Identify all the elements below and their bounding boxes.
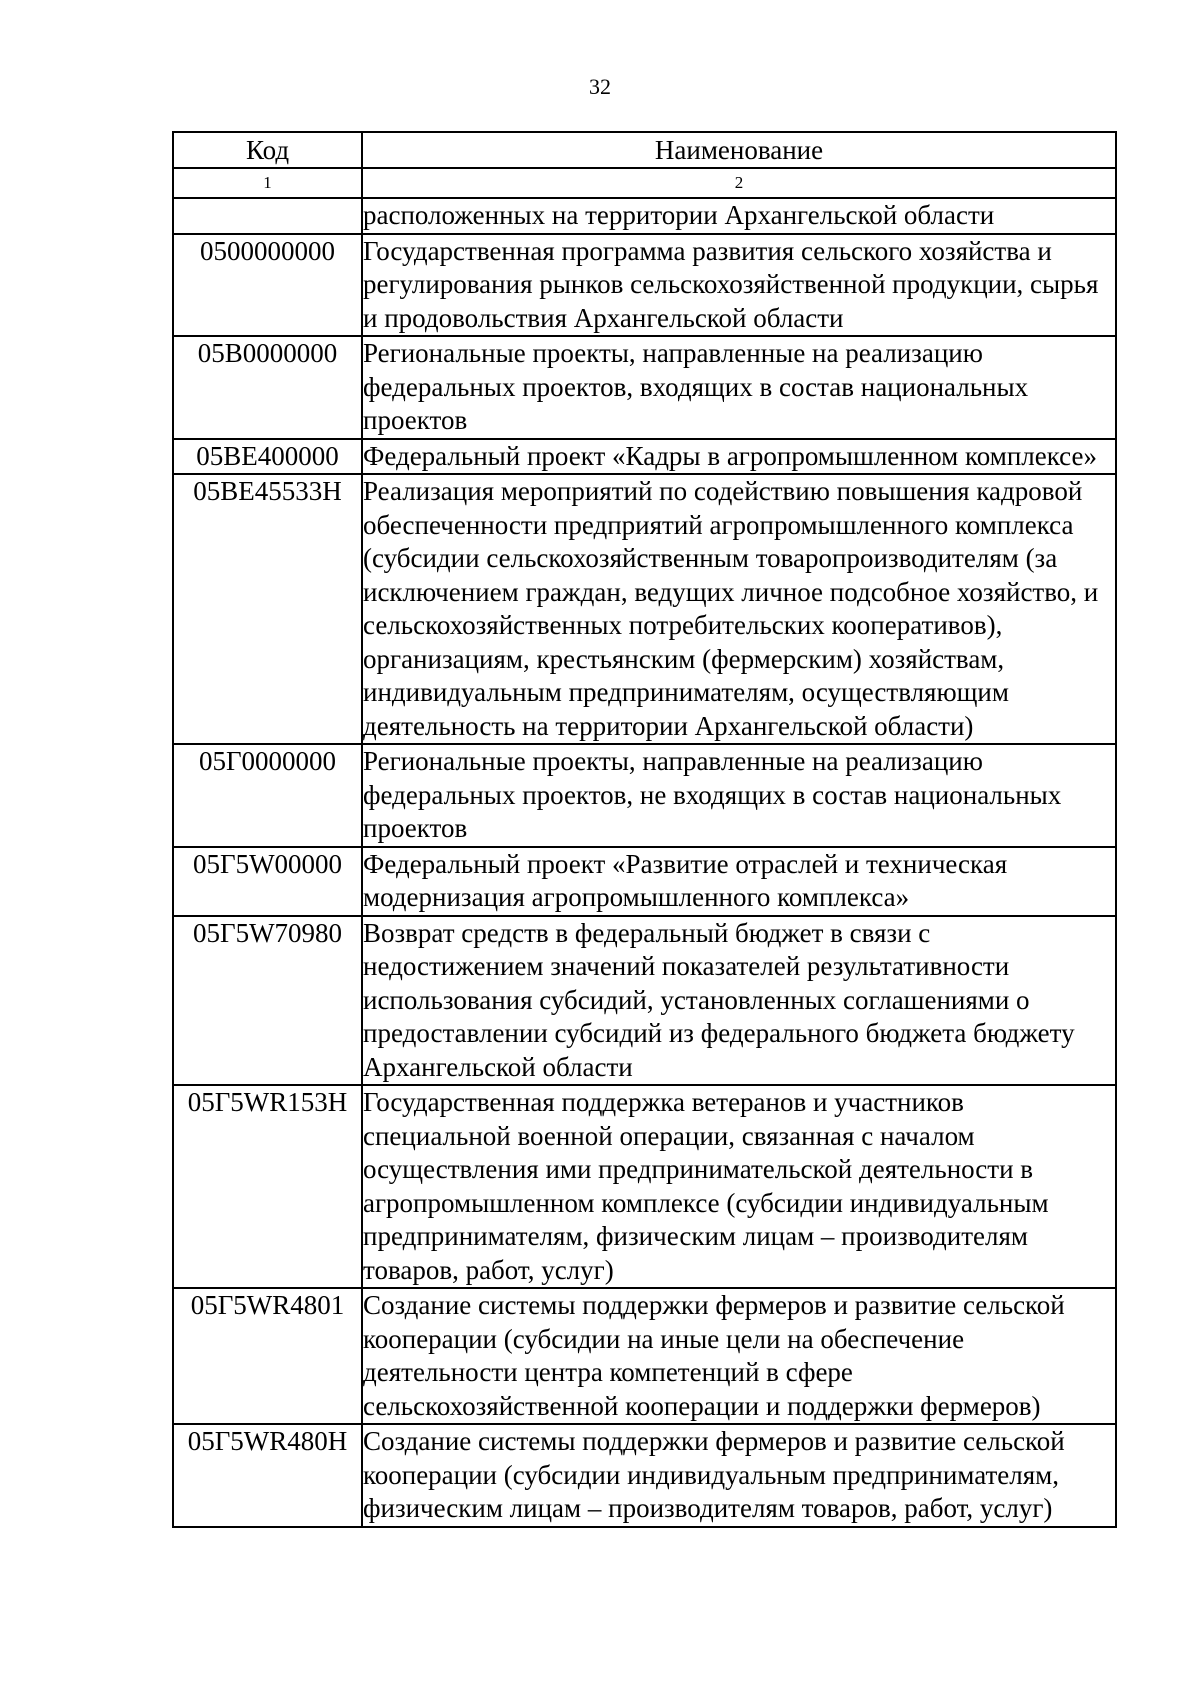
row-name: расположенных на территории Архангельской области: [362, 198, 1116, 234]
row-code: 05Г5W70980: [173, 916, 362, 1086]
table-row: [173, 1085, 1116, 1288]
row-name: Региональные проекты, направленные на реализацию федеральных проектов, не входящих в состав национальных проектов: [362, 744, 1116, 847]
row-code: 05ВЕ400000: [173, 439, 362, 475]
row-code: 05Г5WR4801: [173, 1288, 362, 1424]
table-row: [173, 744, 1116, 847]
column-number-code: 1: [173, 168, 362, 198]
row-name: Создание системы поддержки фермеров и развитие сельской кооперации (субсидии на иные цели на обеспечение деятельности центра компетенций в сфере сельскохозяйственной кооперации и поддержки фермеров): [362, 1288, 1116, 1424]
row-code: 05В0000000: [173, 336, 362, 439]
row-code: 05Г5WR153Н: [173, 1085, 362, 1288]
table-row: [173, 1424, 1116, 1527]
row-name: Создание системы поддержки фермеров и развитие сельской кооперации (субсидии индивидуальным предпринимателям, физическим лицам – производителям товаров, работ, услуг): [362, 1424, 1116, 1527]
row-name: Государственная программа развития сельского хозяйства и регулирования рынков сельскохозяйственной продукции, сырья и продовольствия Архангельской области: [362, 234, 1116, 337]
row-name: Возврат средств в федеральный бюджет в связи с недостижением значений показателей результативности использования субсидий, установленных соглашениями о предоставлении субсидий из федерального бюджета бюджету Архангельской области: [362, 916, 1116, 1086]
row-code: 05ВЕ45533Н: [173, 474, 362, 744]
table-row: [173, 916, 1116, 1086]
row-name: Государственная поддержка ветеранов и участников специальной военной операции, связанная с началом осуществления ими предпринимательской деятельности в агропромышленном комплексе (субсидии индивидуальным предпринимателям, физическим лицам – производителям товаров, работ, услуг): [362, 1085, 1116, 1288]
header-name: Наименование: [362, 132, 1116, 168]
row-code: 0500000000: [173, 234, 362, 337]
budget-code-table: [172, 131, 1117, 1528]
row-name: Реализация мероприятий по содействию повышения кадровой обеспеченности предприятий агропромышленного комплекса (субсидии сельскохозяйственным товаропроизводителям (за исключением граждан, ведущих личное подсобное хозяйство, и сельскохозяйственных потребительских кооперативов), организациям, крестьянским (фермерским) хозяйствам, индивидуальным предпринимателям, осуществляющим деятельность на территории Архангельской области): [362, 474, 1116, 744]
table-row: [173, 847, 1116, 916]
table-row: [173, 439, 1116, 475]
header-code: Код: [173, 132, 362, 168]
row-name: Федеральный проект «Кадры в агропромышленном комплексе»: [362, 439, 1116, 475]
table-row: [173, 474, 1116, 744]
table-row: [173, 198, 1116, 234]
table-header-row: [173, 132, 1116, 168]
row-code: [173, 198, 362, 234]
row-code: 05Г0000000: [173, 744, 362, 847]
row-name: Региональные проекты, направленные на реализацию федеральных проектов, входящих в состав национальных проектов: [362, 336, 1116, 439]
row-name: Федеральный проект «Развитие отраслей и техническая модернизация агропромышленного комплекса»: [362, 847, 1116, 916]
table-row: [173, 1288, 1116, 1424]
row-code: 05Г5W00000: [173, 847, 362, 916]
table-row: [173, 336, 1116, 439]
column-number-name: 2: [362, 168, 1116, 198]
column-number-row: [173, 168, 1116, 198]
table-row: [173, 234, 1116, 337]
row-code: 05Г5WR480Н: [173, 1424, 362, 1527]
page-number: 32: [589, 74, 611, 99]
